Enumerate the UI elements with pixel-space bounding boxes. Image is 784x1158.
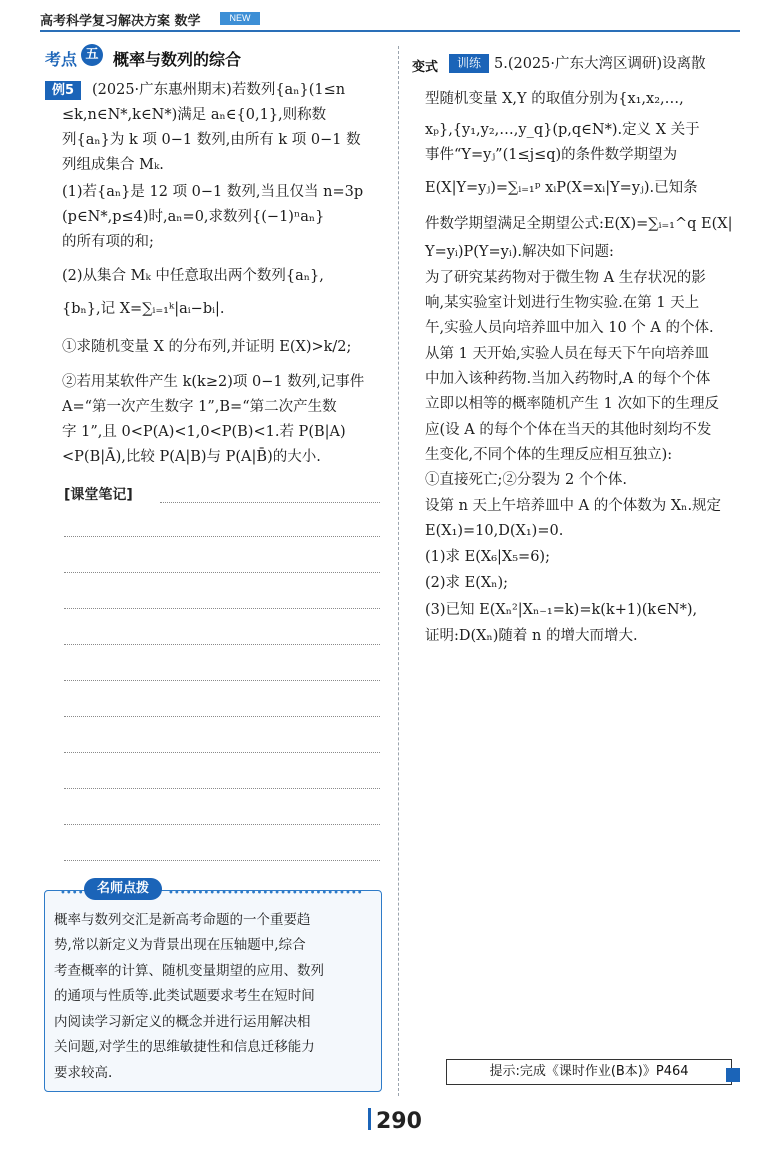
variant-line: E(X|Y=yⱼ)=∑ᵢ₌₁ᵖ xᵢP(X=xᵢ|Y=yⱼ).已知条 bbox=[425, 180, 698, 196]
example-line: 列组成集合 Mₖ. bbox=[62, 157, 164, 173]
variant-badge: 变式 bbox=[412, 60, 439, 75]
note-line bbox=[64, 536, 380, 537]
variant-line: 立即以相等的概率随机产生 1 次如下的生理反 bbox=[425, 396, 719, 412]
example-badge: 例5 bbox=[45, 81, 81, 100]
note-line bbox=[64, 860, 380, 861]
tip-line: 内阅读学习新定义的概念并进行运用解决相 bbox=[54, 1014, 311, 1030]
variant-line: 型随机变量 X,Y 的取值分别为{x₁,x₂,…, bbox=[425, 91, 684, 107]
variant-line: xₚ},{y₁,y₂,…,y_q}(p,q∈N*).定义 X 关于 bbox=[425, 122, 700, 138]
teacher-tip-label: 名师点拨 bbox=[84, 878, 162, 900]
variant-line: 从第 1 天开始,实验人员在每天下午向培养皿 bbox=[425, 346, 710, 362]
tip-label-dots-right: ••••••••••••••••••••••••••••••••• bbox=[168, 888, 363, 899]
variant-training-tag: 训练 bbox=[449, 54, 489, 73]
example-line: (2025·广东惠州期末)若数列{aₙ}(1≤n bbox=[92, 82, 346, 98]
page-number: 290 bbox=[376, 1109, 422, 1134]
example-line: 的所有项的和; bbox=[62, 234, 154, 250]
variant-line: 响,某实验室计划进行生物实验.在第 1 天上 bbox=[425, 295, 700, 311]
homework-hint: 提示:完成《课时作业(B本)》P464 bbox=[446, 1059, 732, 1085]
tip-line: 关问题,对学生的思维敏捷性和信息迁移能力 bbox=[54, 1039, 315, 1055]
variant-line: 中加入该种药物.当加入药物时,A 的每个个体 bbox=[425, 371, 711, 387]
tip-line: 考查概率的计算、随机变量期望的应用、数列 bbox=[54, 963, 324, 979]
variant-line: 5.(2025·广东大湾区调研)设离散 bbox=[494, 56, 706, 72]
header-rule bbox=[40, 30, 740, 32]
variant-line: (3)已知 E(Xₙ²|Xₙ₋₁=k)=k(k+1)(k∈N*), bbox=[425, 602, 698, 618]
example-line: (1)若{aₙ}是 12 项 0−1 数列,当且仅当 n=3p bbox=[62, 184, 364, 200]
example-line: <P(B|Ā),比较 P(A|B)与 P(A|B̄)的大小. bbox=[62, 449, 321, 465]
new-badge: NEW bbox=[220, 12, 260, 25]
variant-line: 午,实验人员向培养皿中加入 10 个 A 的个体. bbox=[425, 320, 714, 336]
variant-line: (2)求 E(Xₙ); bbox=[425, 575, 509, 591]
note-line bbox=[64, 572, 380, 573]
page-number-bar bbox=[368, 1108, 371, 1130]
note-line bbox=[64, 716, 380, 717]
running-header-title: 高考科学复习解决方案 数学 bbox=[40, 14, 201, 29]
section-title: 概率与数列的综合 bbox=[113, 50, 242, 69]
variant-line: 设第 n 天上午培养皿中 A 的个体数为 Xₙ.规定 bbox=[425, 498, 722, 514]
variant-line: Y=yᵢ)P(Y=yᵢ).解决如下问题: bbox=[425, 244, 614, 260]
variant-line: (1)求 E(X₆|X₅=6); bbox=[425, 549, 550, 565]
tip-line: 的通项与性质等.此类试题要求考生在短时间 bbox=[54, 988, 315, 1004]
example-line: ②若用某软件产生 k(k≥2)项 0−1 数列,记事件 bbox=[62, 374, 365, 390]
note-line bbox=[64, 752, 380, 753]
variant-line: 为了研究某药物对于微生物 A 生存状况的影 bbox=[425, 270, 706, 286]
tip-line: 势,常以新定义为背景出现在压轴题中,综合 bbox=[54, 937, 306, 953]
note-line bbox=[160, 502, 380, 503]
variant-line: 证明:D(Xₙ)随着 n 的增大而增大. bbox=[425, 628, 638, 644]
note-line bbox=[64, 680, 380, 681]
variant-line: 事件“Y=yⱼ”(1≤j≤q)的条件数学期望为 bbox=[425, 147, 678, 163]
hint-corner-mark bbox=[726, 1068, 740, 1082]
example-line: (p∈N*,p≤4)时,aₙ=0,求数列{(−1)ⁿaₙ} bbox=[62, 209, 325, 225]
example-line: ≤k,n∈N*,k∈N*)满足 aₙ∈{0,1},则称数 bbox=[62, 107, 327, 123]
tip-line: 要求较高. bbox=[54, 1065, 113, 1081]
column-divider bbox=[398, 46, 399, 1096]
variant-line: 件数学期望满足全期望公式:E(X)=∑ᵢ₌₁^q E(X| bbox=[425, 216, 733, 232]
tip-line: 概率与数列交汇是新高考命题的一个重要趋 bbox=[54, 912, 311, 928]
note-line bbox=[64, 824, 380, 825]
variant-line: ①直接死亡;②分裂为 2 个个体. bbox=[425, 472, 627, 488]
example-line: (2)从集合 Mₖ 中任意取出两个数列{aₙ}, bbox=[62, 268, 324, 284]
example-line: 列{aₙ}为 k 项 0−1 数列,由所有 k 项 0−1 数 bbox=[62, 132, 361, 148]
note-line bbox=[64, 788, 380, 789]
example-line: A=“第一次产生数字 1”,B=“第二次产生数 bbox=[62, 399, 337, 415]
section-number-badge: 五 bbox=[81, 44, 103, 66]
example-line: ①求随机变量 X 的分布列,并证明 E(X)>k/2; bbox=[62, 339, 352, 355]
classroom-notes-title: [课堂笔记] bbox=[64, 487, 133, 503]
note-line bbox=[64, 608, 380, 609]
section-prefix: 考点 bbox=[45, 50, 78, 69]
variant-line: 生变化,不同个体的生理反应相互独立): bbox=[425, 447, 673, 463]
example-line: {bₙ},记 X=∑ᵢ₌₁ᵏ|aᵢ−bᵢ|. bbox=[62, 301, 225, 317]
note-line bbox=[64, 644, 380, 645]
example-line: 字 1”,且 0<P(A)<1,0<P(B)<1.若 P(B|A) bbox=[62, 424, 346, 440]
variant-line: E(X₁)=10,D(X₁)=0. bbox=[425, 523, 564, 539]
tip-label-dots-left: •••• bbox=[60, 888, 84, 899]
variant-line: 应(设 A 的每个个体在当天的其他时刻均不发 bbox=[425, 422, 712, 438]
